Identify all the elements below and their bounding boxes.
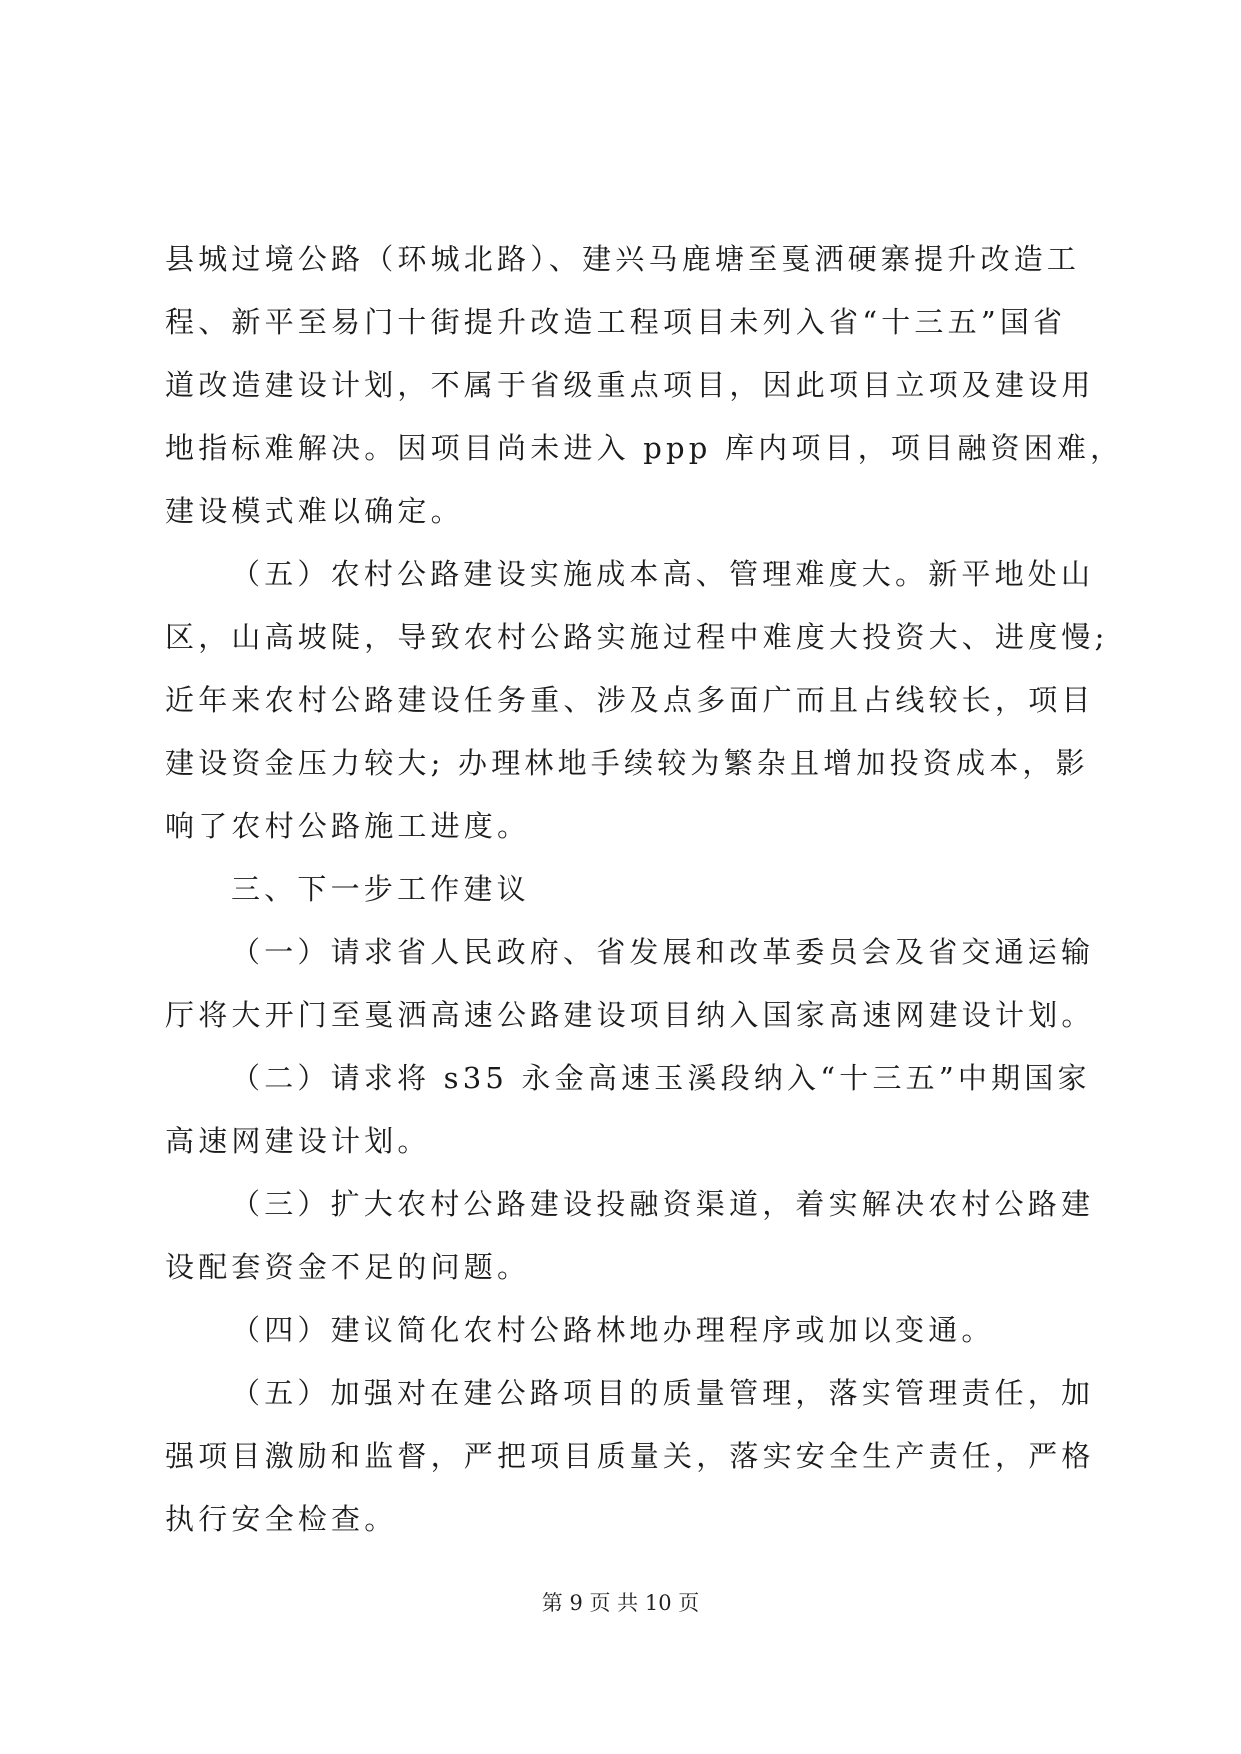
- text-line: 厅将大开门至戛洒高速公路建设项目纳入国家高速网建设计划。: [165, 998, 1095, 1032]
- paragraph-start-line: （四）建议简化农村公路林地办理程序或加以变通。: [231, 1313, 995, 1347]
- text-line: 执行安全检查。: [165, 1502, 398, 1536]
- section-heading: 三、下一步工作建议: [231, 872, 530, 906]
- text-line: 建设模式难以确定。: [165, 494, 464, 528]
- text-line: 强项目激励和监督，严把项目质量关，落实安全生产责任，严格: [165, 1439, 1095, 1473]
- text-line: 程、新平至易门十街提升改造工程项目未列入省“十三五”国省: [165, 305, 1067, 339]
- body-text: [165, 228, 1124, 1551]
- text-line: 道改造建设计划，不属于省级重点项目，因此项目立项及建设用: [165, 368, 1095, 402]
- paragraph-start-line: （五）农村公路建设实施成本高、管理难度大。新平地处山: [231, 557, 1095, 591]
- text-line: 近年来农村公路建设任务重、涉及点多面广而且占线较长，项目: [165, 683, 1095, 717]
- text-line: 响了农村公路施工进度。: [165, 809, 531, 843]
- text-line: 建设资金压力较大; 办理林地手续较为繁杂且增加投资成本，影: [165, 746, 1089, 780]
- page-number-footer: 第 9 页 共 10 页: [541, 1591, 700, 1615]
- text-line: 县城过境公路（环城北路）、建兴马鹿塘至戛洒硬寨提升改造工: [165, 242, 1081, 276]
- paragraph-start-line: （五）加强对在建公路项目的质量管理，落实管理责任，加: [231, 1376, 1095, 1410]
- text-line: 区，山高坡陡，导致农村公路实施过程中难度大投资大、进度慢;: [165, 620, 1109, 654]
- text-line: 地指标难解决。因项目尚未进入 ppp 库内项目，项目融资困难，: [165, 431, 1124, 465]
- text-line: 高速网建设计划。: [165, 1124, 431, 1158]
- paragraph-start-line: （一）请求省人民政府、省发展和改革委员会及省交通运输: [231, 935, 1095, 969]
- text-line: 设配套资金不足的问题。: [165, 1250, 531, 1284]
- paragraph-start-line: （三）扩大农村公路建设投融资渠道，着实解决农村公路建: [231, 1187, 1095, 1221]
- paragraph-start-line: （二）请求将 s35 永金高速玉溪段纳入“十三五”中期国家: [231, 1061, 1091, 1095]
